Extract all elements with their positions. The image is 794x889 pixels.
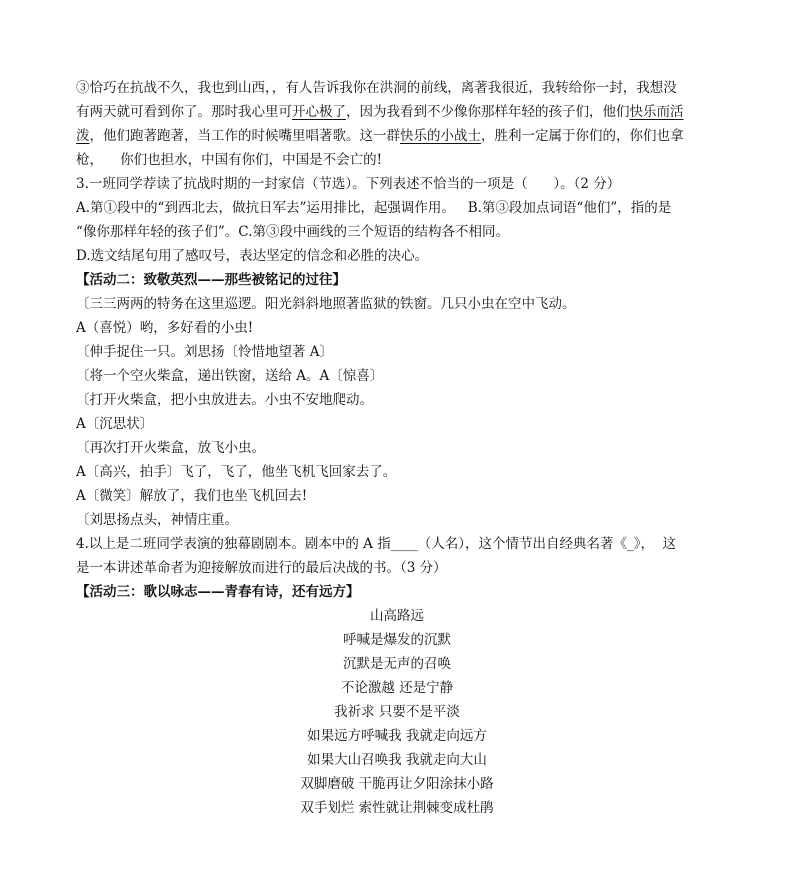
script-line: 〔伸手捉住一只。刘思扬〔怜惜地望著 A〕 xyxy=(76,344,334,360)
question-3-options: “像你那样年轻的孩子们”。C.第③段中画线的三个短语的结构各不相同。 xyxy=(76,224,509,240)
passage-line: ③恰巧在抗战不久，我也到山西，，有人告诉我你在洪洞的前线，离著我很近，我转给你一封，我想没 xyxy=(76,80,677,96)
poem-line: 双脚磨破 干脆再让夕阳涂抹小路 xyxy=(300,776,494,792)
underlined-phrase: 泼 xyxy=(76,128,90,144)
passage-line xyxy=(76,102,726,122)
poem-line: 不论激越 还是宁静 xyxy=(340,680,454,696)
script-line: 〔三三两两的特务在这里巡逻。阳光斜斜地照著监狱的铁窗。几只小虫在空中飞动。 xyxy=(76,296,576,312)
passage-line xyxy=(76,126,726,146)
underlined-phrase: 快乐的小战士 xyxy=(400,128,481,144)
script-line: 〔刘思扬点头，神情庄重。 xyxy=(76,512,238,528)
question-4-line: 4.以上是二班同学表演的独幕剧剧本。剧本中的 A 指____（人名），这个情节出自经典名著《_》， 这 xyxy=(76,536,677,552)
poem-line: 我祈求 只要不是平淡 xyxy=(334,704,460,720)
activity-3-title: 【活动三：歌以咏志——青春有诗，还有远方】 xyxy=(76,584,360,600)
poem-line: 沉默是无声的召唤 xyxy=(343,656,451,672)
passage-text: ，因为我看到不少像你那样年轻的孩子们，他们 xyxy=(346,104,630,120)
poem-line: 如果远方呼喊我 我就走向远方 xyxy=(307,728,487,744)
poem-line: 如果大山召唤我 我就走向大山 xyxy=(307,752,487,768)
question-3-options: A.第①段中的“到西北去，做抗日军去”运用排比，起强调作用。 B.第③段加点词语“他们”，指的是 xyxy=(76,200,672,216)
script-line: A（喜悦）哟，多好看的小虫! xyxy=(76,320,254,336)
script-line: 〔再次打开火柴盒，放飞小虫。 xyxy=(76,440,265,456)
poem-line: 呼喊是爆发的沉默 xyxy=(343,632,451,648)
passage-text: ，胜利一定属于你们的，你们也拿 xyxy=(481,128,684,144)
poem-title: 山高路远 xyxy=(370,608,424,624)
question-4-line: 是一本讲述革命者为迎接解放而进行的最后决战的书。（3 分） xyxy=(76,560,447,576)
script-line: 〔将一个空火柴盒，递出铁窗，送给 A。A〔惊喜〕 xyxy=(76,368,384,384)
passage-text: 有两天就可看到你了。那时我心里可 xyxy=(76,104,292,120)
underlined-phrase: 开心极了 xyxy=(292,104,346,120)
script-line: A〔高兴，拍手〕飞了，飞了，他坐飞机飞回家去了。 xyxy=(76,464,397,480)
script-line: 〔打开火柴盒，把小虫放进去。小虫不安地爬动。 xyxy=(76,392,373,408)
script-line: A〔微笑〕解放了，我们也坐飞机回去! xyxy=(76,488,308,504)
passage-text: ，他们跑著跑著，当工作的时候嘴里唱著歌。这一群 xyxy=(89,128,400,144)
question-3-stem: 3.一班同学荐读了抗战时期的一封家信（节选）。下列表述不恰当的一项是（ ）。（2 分） xyxy=(76,176,621,192)
activity-2-title: 【活动二：致敬英烈——那些被铭记的过往】 xyxy=(76,272,346,288)
passage-line: 枪， 你们也担水，中国有你们，中国是不会亡的! xyxy=(76,152,383,168)
underlined-phrase: 快乐而活 xyxy=(629,104,684,120)
question-3-option-d: D.选文结尾句用了感叹号，表达坚定的信念和必胜的决心。 xyxy=(76,248,429,264)
script-line: A〔沉思状〕 xyxy=(76,416,154,432)
poem-line: 双手划烂 索性就让荆棘变成杜鹃 xyxy=(300,800,494,816)
